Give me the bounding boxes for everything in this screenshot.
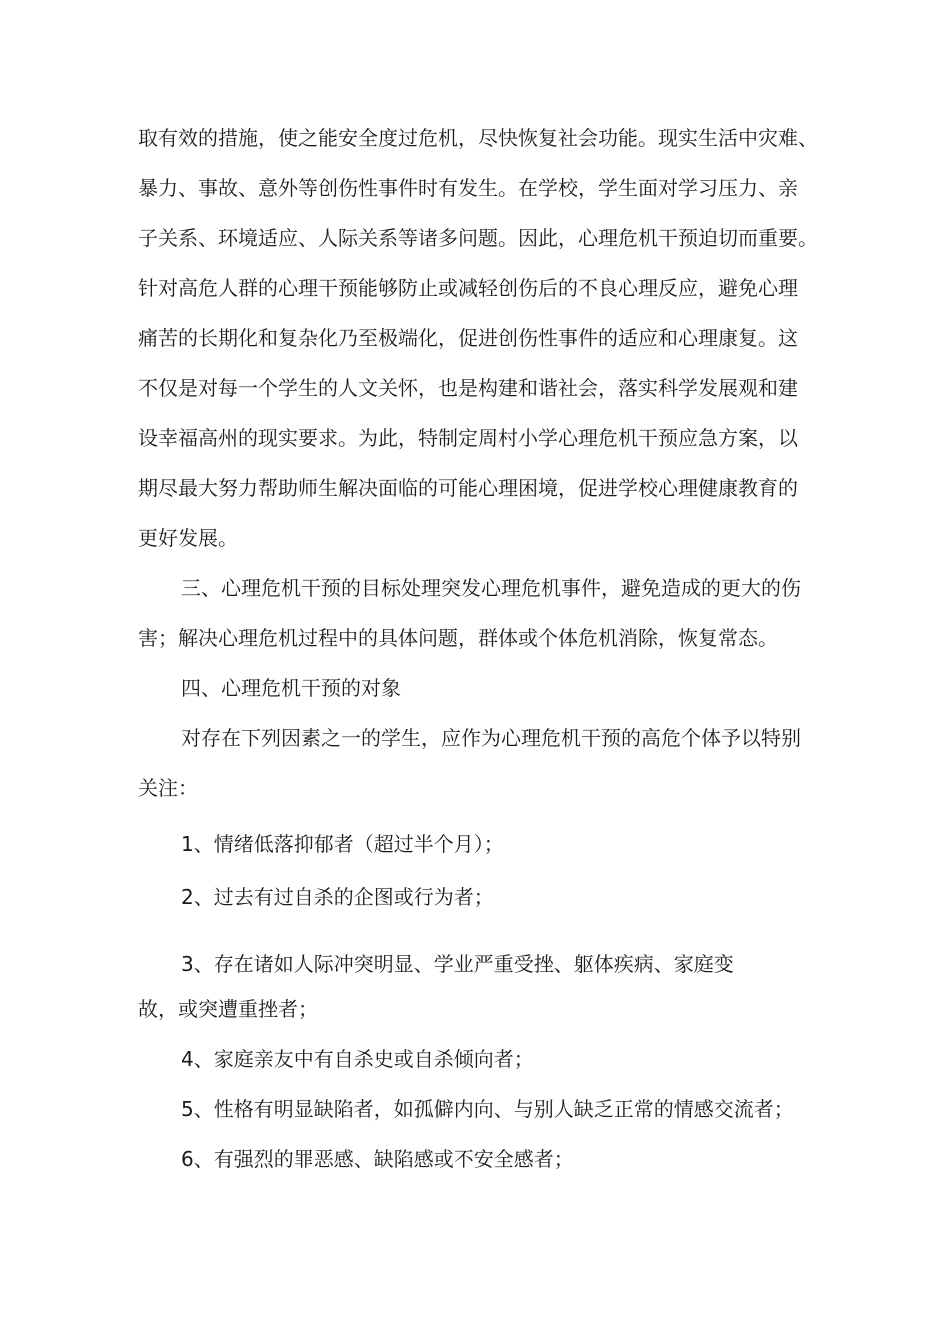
paragraph-line: 期尽最大努力帮助师生解决面临的可能心理困境，促进学校心理健康教育的 [138, 476, 798, 500]
paragraph-line: 不仅是对每一个学生的人文关怀，也是构建和谐社会，落实科学发展观和建 [138, 376, 798, 400]
section-3-line: 三、心理危机干预的目标处理突发心理危机事件，避免造成的更大的伤 [181, 576, 801, 600]
section-3-line: 害；解决心理危机过程中的具体问题，群体或个体危机消除，恢复常态。 [138, 626, 778, 650]
paragraph-line: 子关系、环境适应、人际关系等诸多问题。因此，心理危机干预迫切而重要。 [138, 226, 818, 250]
section-4-heading: 四、心理危机干预的对象 [181, 676, 401, 700]
list-item: 4、家庭亲友中有自杀史或自杀倾向者； [181, 1047, 534, 1071]
section-4-intro-line: 对存在下列因素之一的学生，应作为心理危机干预的高危个体予以特别 [181, 726, 801, 750]
list-item-continuation: 故，或突遭重挫者； [138, 997, 318, 1021]
section-4-intro-line: 关注： [138, 776, 198, 800]
paragraph-line: 设幸福高州的现实要求。为此，特制定周村小学心理危机干预应急方案，以 [138, 426, 798, 450]
paragraph-line: 痛苦的长期化和复杂化乃至极端化，促进创伤性事件的适应和心理康复。这 [138, 326, 798, 350]
list-item: 1、情绪低落抑郁者（超过半个月）； [181, 832, 504, 856]
paragraph-line: 针对高危人群的心理干预能够防止或减轻创伤后的不良心理反应，避免心理 [138, 276, 798, 300]
list-item: 3、存在诸如人际冲突明显、学业严重受挫、躯体疾病、家庭变 [181, 952, 734, 976]
list-item: 2、过去有过自杀的企图或行为者； [181, 885, 494, 909]
list-item: 6、有强烈的罪恶感、缺陷感或不安全感者； [181, 1147, 574, 1171]
paragraph-line: 取有效的措施，使之能安全度过危机，尽快恢复社会功能。现实生活中灾难、 [138, 126, 818, 150]
paragraph-line: 暴力、事故、意外等创伤性事件时有发生。在学校，学生面对学习压力、亲 [138, 176, 798, 200]
paragraph-line: 更好发展。 [138, 526, 238, 550]
list-item: 5、性格有明显缺陷者，如孤僻内向、与别人缺乏正常的情感交流者； [181, 1097, 794, 1121]
